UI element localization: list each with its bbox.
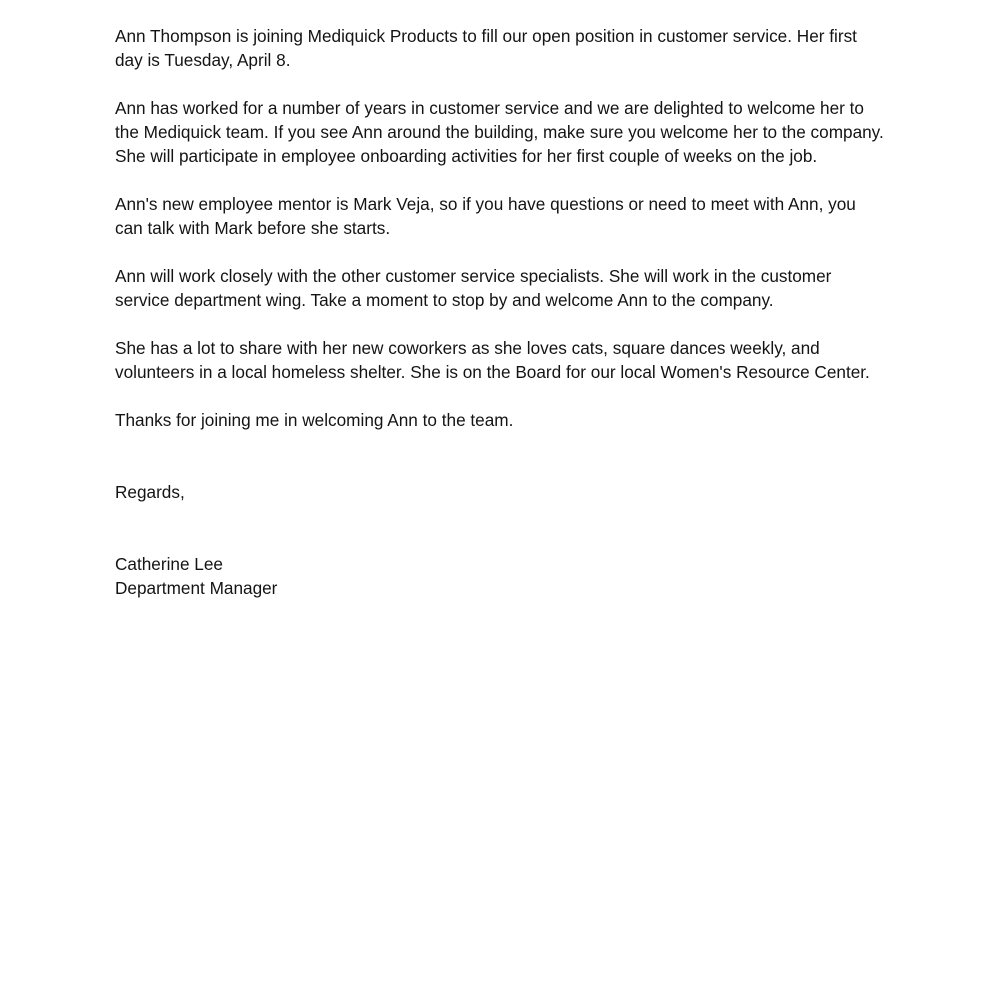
signer-title: Department Manager (115, 578, 278, 598)
thanks-paragraph: Thanks for joining me in welcoming Ann to the team. (115, 410, 514, 430)
signer-name: Catherine Lee (115, 554, 223, 574)
intro-paragraph: Ann Thompson is joining Mediquick Products to fill our open position in customer service. Her first day is Tuesday, April 8. (115, 26, 857, 70)
mentor-paragraph: Ann's new employee mentor is Mark Veja, so if you have questions or need to meet with Ann, you can talk with Mark before she starts. (115, 194, 856, 238)
letter-body (115, 24, 885, 600)
experience-paragraph: Ann has worked for a number of years in customer service and we are delighted to welcome her to the Mediquick team. If you see Ann around the building, make sure you welcome her to the company. She will participate in employee onboarding activities for her first couple of weeks on the job. (115, 98, 884, 166)
work-location-paragraph: Ann will work closely with the other customer service specialists. She will work in the customer service department wing. Take a moment to stop by and welcome Ann to the company. (115, 266, 832, 310)
signature-block (115, 552, 885, 600)
personal-interests-paragraph: She has a lot to share with her new coworkers as she loves cats, square dances weekly, and volunteers in a local homeless shelter. She is on the Board for our local Women's Resource Center. (115, 338, 870, 382)
closing-salutation: Regards, (115, 482, 185, 502)
